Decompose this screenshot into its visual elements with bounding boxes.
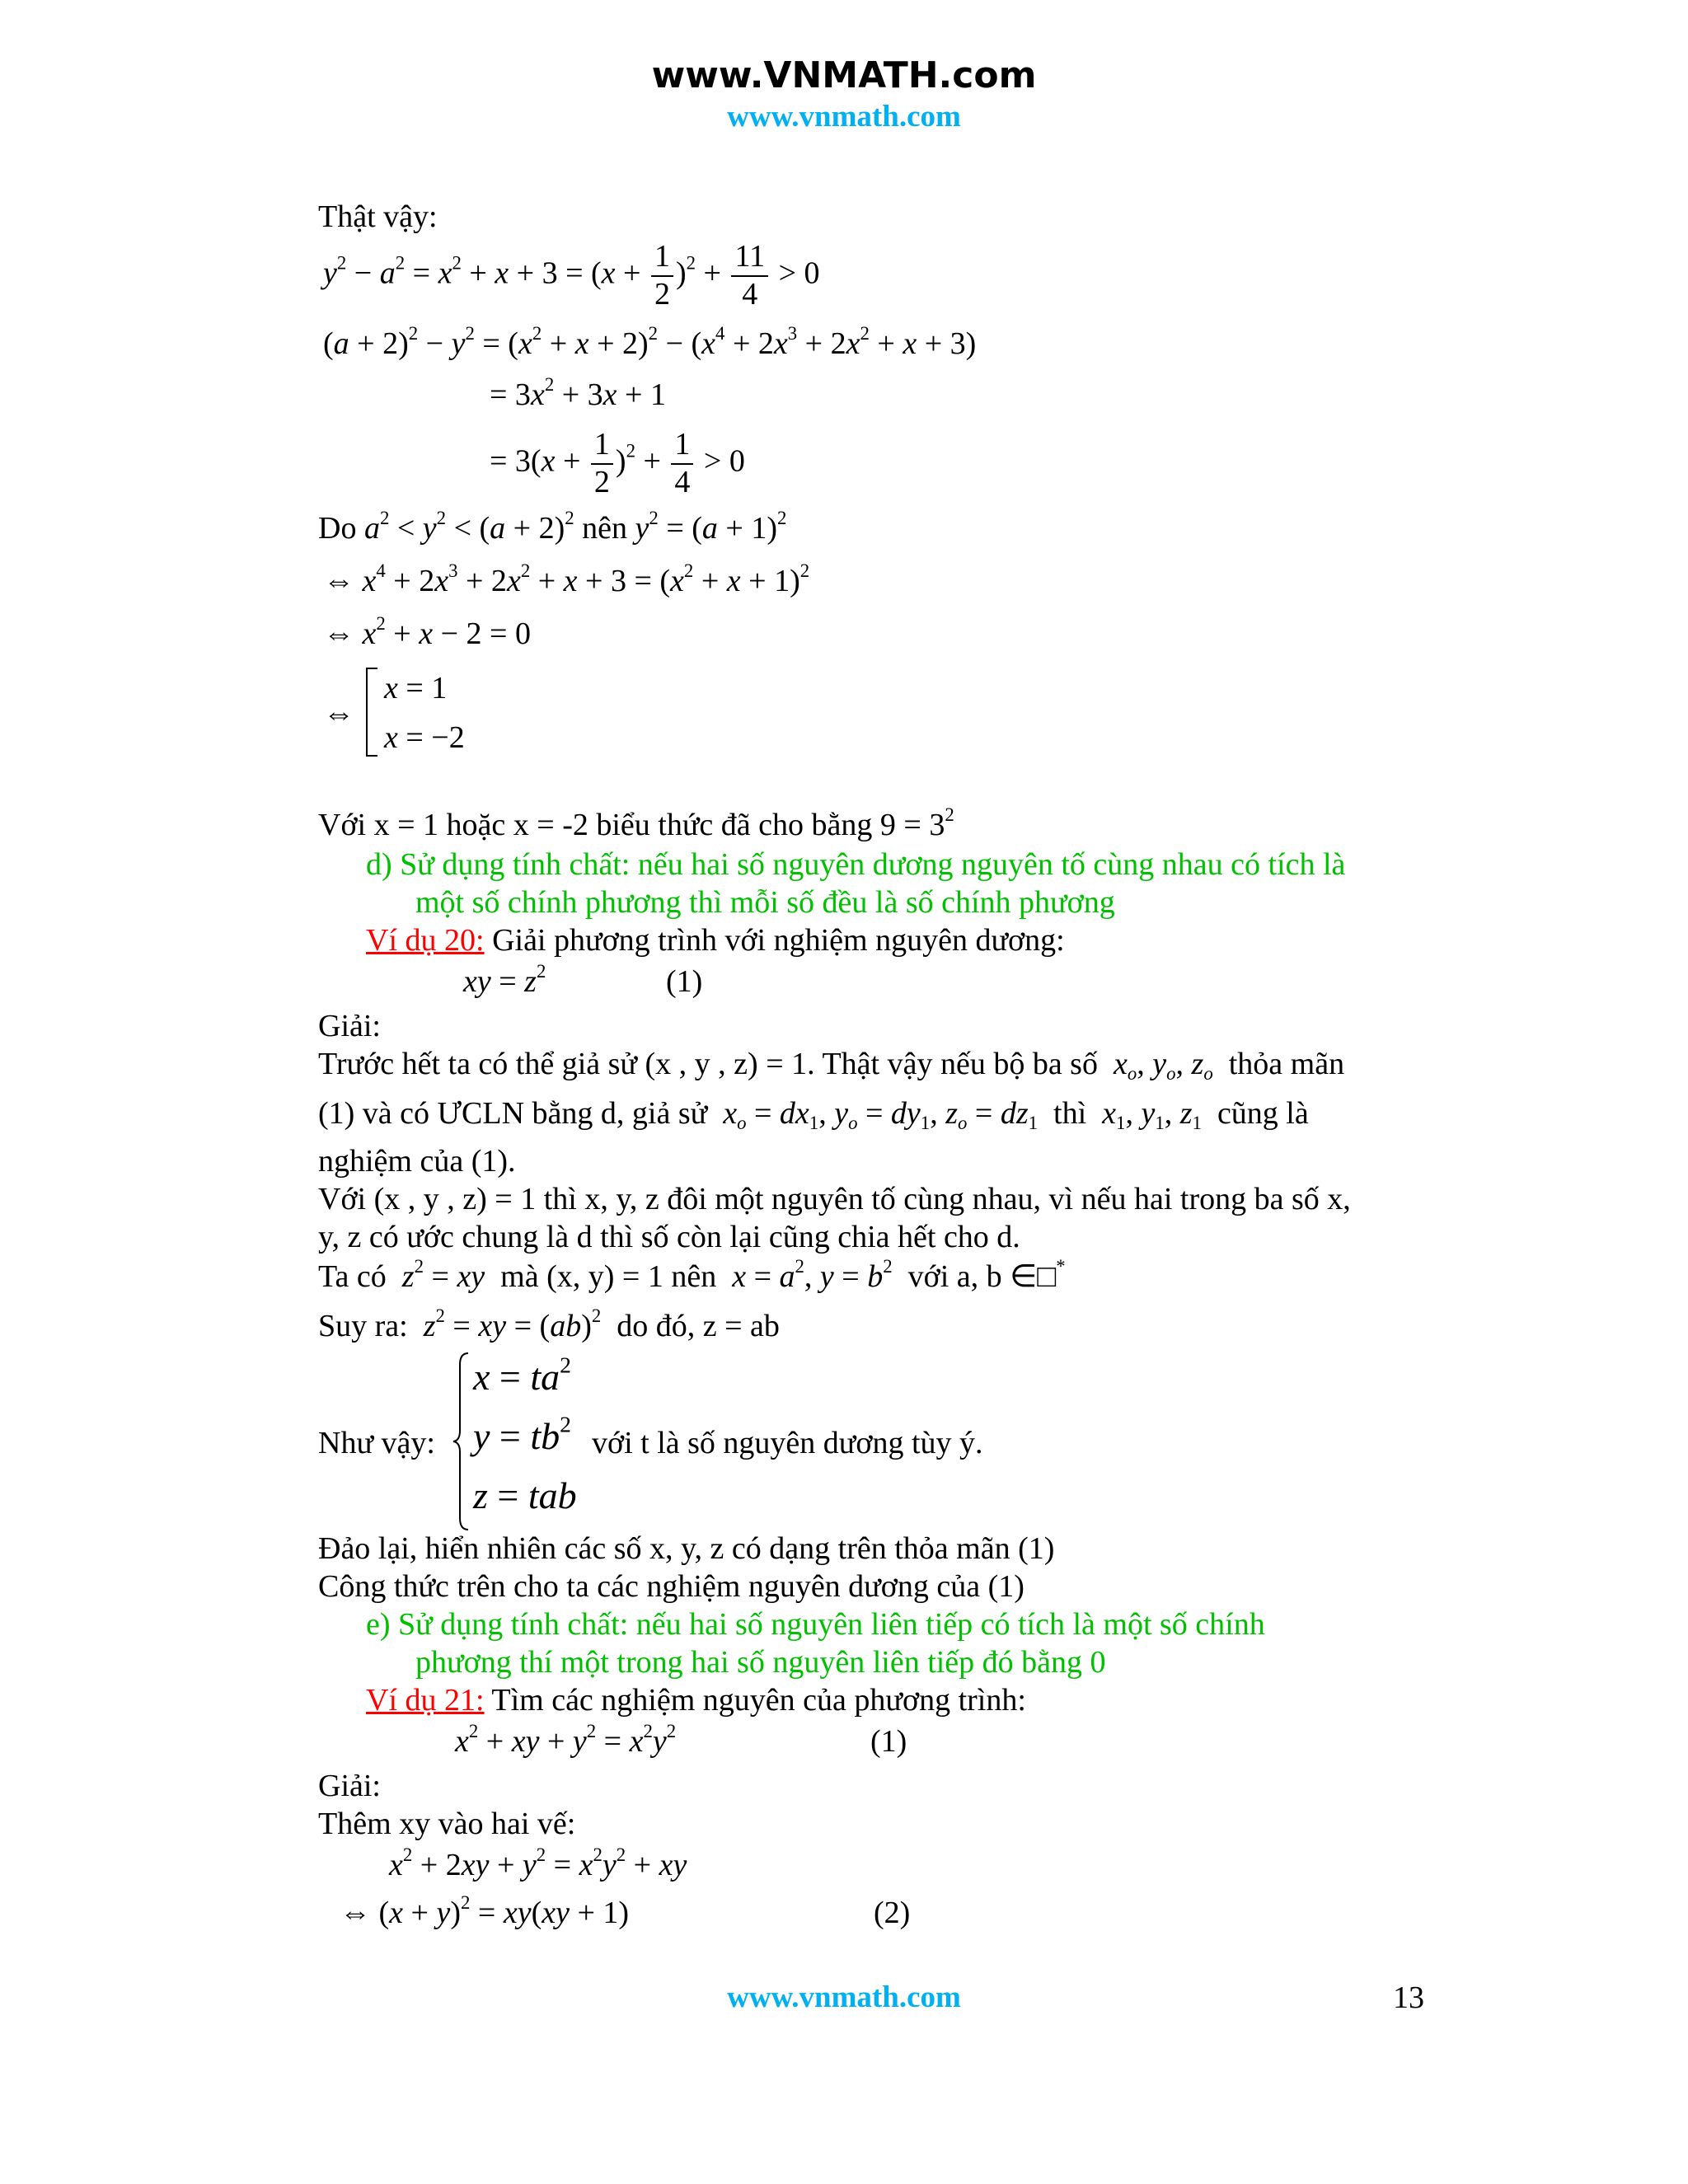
paragraph-line-4: Với (x , y , z) = 1 thì x, y, z đôi một nguyên tố cùng nhau, vì nếu hai trong ba số x, xyxy=(318,1182,1351,1216)
item-e-line1: e) Sử dụng tính chất: nếu hai số nguyên liên tiếp có tích là một số chính xyxy=(366,1607,1265,1642)
paragraph-2a: (1) và có ƯCLN bằng d, giả sử xyxy=(318,1096,708,1131)
system-z: z = tab xyxy=(473,1474,577,1516)
equation-step-2: = $3x^2 + 3x + 1$ xyxy=(490,373,666,412)
missing-glyph-icon: □ xyxy=(1037,1259,1057,1294)
solution-x-minus-2: x = −2 xyxy=(384,720,465,755)
solution-x-1: x = 1 xyxy=(384,671,448,705)
system-y: $y = tb^2$ xyxy=(473,1411,571,1457)
converse-line: Đảo lại, hiển nhiên các số x, y, z có dạng trên thỏa mãn (1) xyxy=(318,1531,1055,1566)
equation-2-number: (2) xyxy=(874,1896,911,1930)
item-d-line1: d) Sử dụng tính chất: nếu hai số nguyên dương nguyên tố cùng nhau có tích là xyxy=(366,847,1346,882)
item-d-line2: một số chính phương thì mỗi số đều là số chính phương xyxy=(415,885,1115,920)
page-number: 13 xyxy=(1393,1980,1424,2015)
that-vay-label: Thật vậy: xyxy=(318,199,438,234)
equation-21: $x^2$ + xy + $y^2 = x^2y^2$ xyxy=(455,1720,677,1759)
equivalence-step-2: ⇔ $x^2 + x - 2 = 0$ xyxy=(323,612,531,651)
paragraph-1a: Trước hết ta có thể giả sử (x , y , z) = 1. Thật vậy nếu bộ ba số xyxy=(318,1047,1098,1081)
result-text: Với x = 1 hoặc x = -2 biểu thức đã cho bằng xyxy=(318,808,873,842)
paragraph-6a: Ta có xyxy=(318,1259,387,1294)
example-20-text: Giải phương trình với nghiệm nguyên dương: xyxy=(484,923,1065,958)
equation-21-number: (1) xyxy=(870,1724,907,1759)
equation-a2-minus-y2: $(a + 2)^2 - y^2 = (x^2 + x + 2)^2 - (x^4 + 2x^3 + 2x^2 + x + 3)$ xyxy=(323,322,977,361)
paragraph-7b: do đó, z = ab xyxy=(617,1309,780,1343)
do-inequality-line: Do $a^2 < y^2 < (a + 2)^2$ nên $y^2 = (a + 1)^2$ xyxy=(318,507,787,546)
footer-site: www.vnmath.com xyxy=(727,1980,961,2014)
paragraph-7a: Suy ra: xyxy=(318,1309,408,1343)
paragraph-line-6: Ta có $z^2$ = xy mà (x, y) = 1 nên $x = a^2$, $y = b^2$ với a, b ∈□* xyxy=(318,1255,1066,1294)
nen-label: nên xyxy=(582,511,628,546)
equation-xy-z2: xy = $z^2$ xyxy=(463,960,546,999)
example-21-text: Tìm các nghiệm nguyên của phương trình: xyxy=(484,1683,1026,1718)
solution-heading-2: Giải: xyxy=(318,1769,381,1803)
system-tail-text: với t là số nguyên dương tùy ý. xyxy=(592,1426,983,1460)
formula-line: Công thức trên cho ta các nghiệm nguyên dương của (1) xyxy=(318,1569,1025,1604)
system-brace xyxy=(452,1352,471,1531)
header-brand: www.VNMATH.com xyxy=(651,54,1037,96)
equation-2: ⇔ $(x + y)^2 = xy(xy + 1)$ xyxy=(340,1891,630,1930)
solution-heading-1: Giải: xyxy=(318,1009,381,1043)
paragraph-line-1: Trước hết ta có thể giả sử (x , y , z) = 1. Thật vậy nếu bộ ba số $x_o$, $y_o$, $z_o$ thỏa mãn xyxy=(318,1047,1345,1084)
paragraph-line-3: nghiệm của (1). xyxy=(318,1144,516,1179)
result-line: Với x = 1 hoặc x = -2 biểu thức đã cho bằng $9 = 3^2$ xyxy=(318,804,954,842)
paragraph-6c: với a, b ∈ xyxy=(907,1259,1038,1294)
equation-number-1: (1) xyxy=(666,964,703,999)
paragraph-2b: thì xyxy=(1053,1096,1087,1131)
paragraph-1b: thỏa mãn xyxy=(1228,1047,1345,1081)
example-21-label: Ví dụ 21: xyxy=(366,1683,485,1718)
example-21-line xyxy=(366,1685,1026,1716)
item-e-line2: phương thí một trong hai số nguyên liên tiếp đó bằng 0 xyxy=(415,1645,1106,1680)
add-xy-line: Thêm xy vào hai vế: xyxy=(318,1807,576,1841)
paragraph-2c: cũng là xyxy=(1217,1096,1309,1131)
equation-add-xy: $x^2 + 2xy + y^2 = x^2y^2$ + xy xyxy=(389,1844,687,1882)
paragraph-line-5: y, z có ước chung là d thì số còn lại cũng chia hết cho d. xyxy=(318,1220,1020,1254)
paragraph-line-7: Suy ra: $z^2$ = xy = (ab)$^2$ do đó, z = ab xyxy=(318,1305,780,1343)
equation-y2-minus-a2: $y^2 - a^2 = x^2 + x + 3 = (x$ + $\frac{1}{2}$ )$^2$ + $\frac{11}{4}$ > 0 xyxy=(323,239,820,312)
example-20-line xyxy=(366,925,1065,956)
paragraph-line-2: (1) và có ƯCLN bằng d, giả sử $x_o = dx_1$, $y_o = dy_1$, $z_o = dz_1$ thì $x_1$, $y_1$, $z_1$ cũng là xyxy=(318,1096,1309,1133)
equation-step-3: = 3(x + $\frac{1}{2}$ )$^2$ + $\frac{1}{4}$ > 0 xyxy=(490,427,745,499)
header-site: www.vnmath.com xyxy=(727,100,961,134)
equivalence-step-1: ⇔ $x^4 + 2x^3 + 2x^2 + x + 3 = (x^2 + x + 1)^2$ xyxy=(323,560,810,598)
do-label: Do xyxy=(318,511,357,546)
nhu-vay-label: Như vậy: xyxy=(318,1426,435,1460)
paragraph-6b: mà (x, y) = 1 nên xyxy=(500,1259,717,1294)
equivalence-arrow: ⇔ xyxy=(323,696,354,731)
system-x: $x = ta^2$ xyxy=(473,1352,571,1398)
example-20-label: Ví dụ 20: xyxy=(366,923,485,958)
solution-bracket xyxy=(366,668,377,757)
